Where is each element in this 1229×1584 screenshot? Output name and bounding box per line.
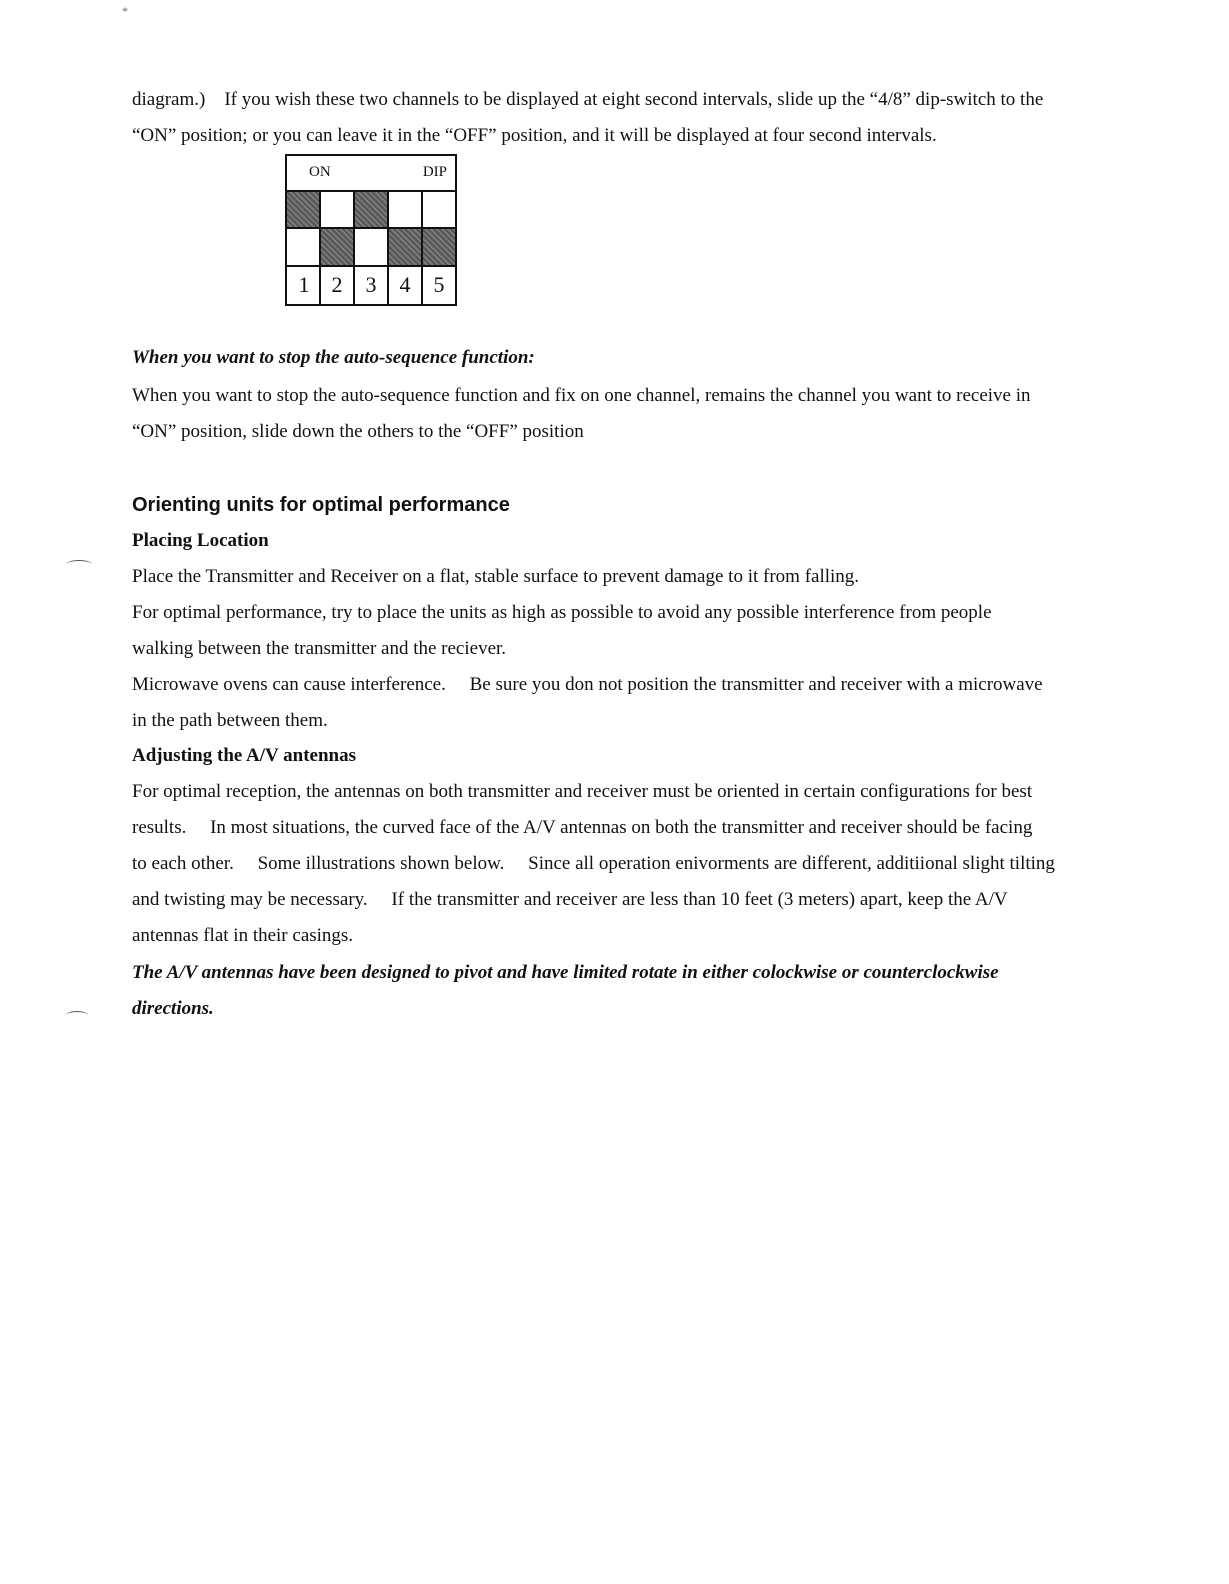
antenna-heading: Adjusting the A/V antennas [132,745,357,766]
switch-slot-bottom [423,229,455,267]
antenna-line: antennas flat in their casings. [132,925,354,946]
dip-on-label: ON [309,164,331,180]
intro-line: “ON” position; or you can leave it in the “OFF” position, and it will be displayed at four second intervals. [132,125,937,146]
placing-line: For optimal performance, try to place the units as high as possible to avoid any possible interference from people [132,602,992,623]
switch-number: 2 [331,272,343,297]
placing-location-paragraph [132,559,1112,739]
switch-slot-bottom [321,229,353,267]
placing-line: in the path between them. [132,710,328,731]
stop-section-paragraph [132,378,1112,450]
placing-line: walking between the transmitter and the reciever. [132,638,507,659]
switch-number: 5 [433,272,445,297]
antenna-line: For optimal reception, the antennas on both transmitter and receiver must be oriented in certain configurations for best [132,781,1033,802]
switch-slot-top [287,192,321,229]
switch-slot-top [423,192,455,229]
switch-slot-top [321,192,353,229]
antenna-line: results. In most situations, the curved face of the A/V antennas on both the transmitter and receiver should be facing [132,817,1033,838]
stop-line: When you want to stop the auto-sequence function and fix on one channel, remains the channel you want to receive in [132,385,1031,406]
placing-line: Place the Transmitter and Receiver on a flat, stable surface to prevent damage to it from falling. [132,566,860,587]
switch-number: 4 [399,272,411,297]
dip-switch-diagram [285,154,457,306]
placing-line: Microwave ovens can cause interference. Be sure you don not position the transmitter and receiver with a microwave [132,674,1043,695]
margin-mark [66,560,92,569]
antenna-note [132,955,1112,1027]
switch-number: 1 [298,272,310,297]
placing-location-heading: Placing Location [132,530,269,551]
antenna-line: and twisting may be necessary. If the transmitter and receiver are less than 10 feet (3 meters) apart, keep the A/V [132,889,1008,910]
scan-speck: * [122,4,128,18]
note-line: directions. [132,998,214,1019]
dip-switch-2 [319,192,353,304]
switch-slot-bottom [389,229,421,267]
switch-slot-bottom [355,229,387,267]
margin-mark [66,1011,88,1020]
switch-slot-top [389,192,421,229]
switch-slot-top [355,192,387,229]
switch-number: 3 [365,272,377,297]
switch-slot-bottom [287,229,321,267]
dip-switch-3 [353,192,387,304]
stop-line: “ON” position, slide down the others to the “OFF” position [132,421,584,442]
dip-switch-header [287,156,455,192]
stop-section-heading: When you want to stop the auto-sequence function: [132,347,535,368]
intro-paragraph [132,82,1112,154]
dip-switch-1 [287,192,321,304]
antenna-line: to each other. Some illustrations shown below. Since all operation enivorments are different, additiional slight tilting [132,853,1055,874]
intro-line: diagram.) If you wish these two channels to be displayed at eight second intervals, slide up the “4/8” dip-switch to the [132,89,1044,110]
dip-switch-grid [287,192,455,304]
note-line: The A/V antennas have been designed to pivot and have limited rotate in either colockwise or counterclockwise [132,962,999,983]
dip-switch-4 [387,192,421,304]
dip-switch-5 [421,192,455,304]
dip-label: DIP [422,164,447,180]
section-heading: Orienting units for optimal performance [132,494,510,516]
antenna-paragraph [132,774,1112,954]
